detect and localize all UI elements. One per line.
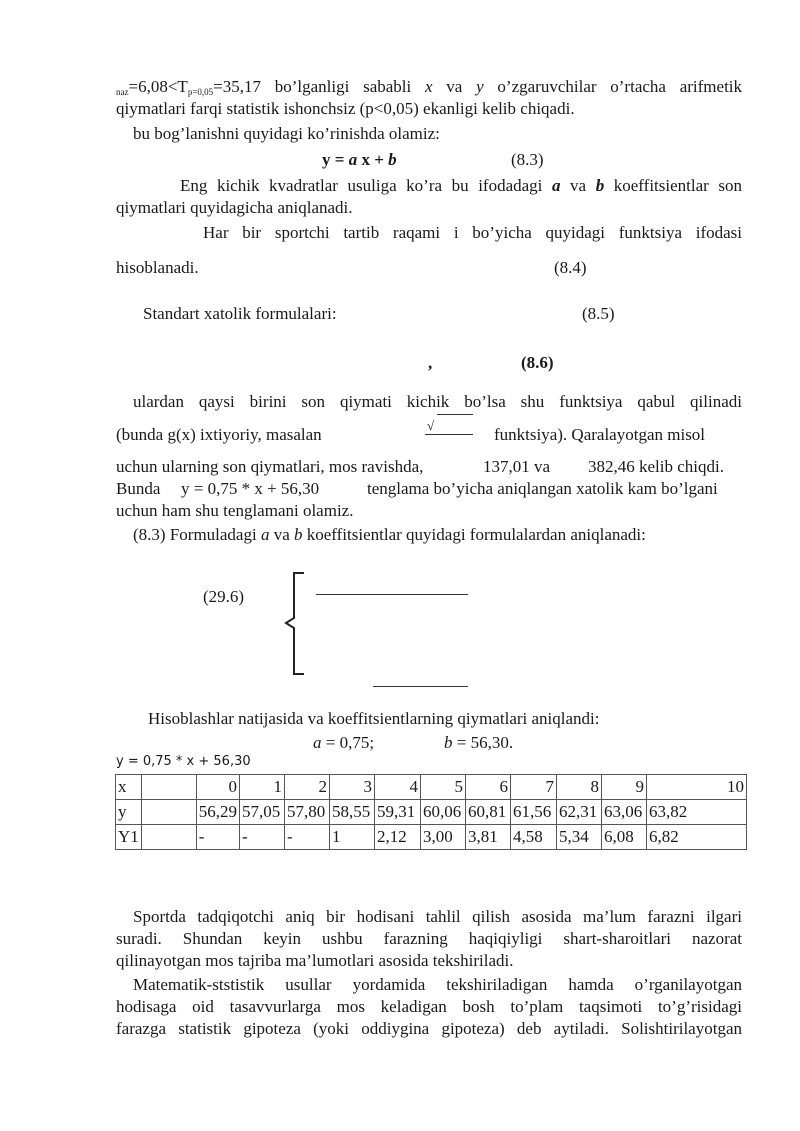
text: koeffitsientlar son (604, 176, 742, 195)
variable-b: b (595, 176, 605, 195)
paragraph-line: bu bog’lanishni quyidagi ko’rinishda olamiz: (133, 124, 440, 143)
paragraph-line: ulardan qaysi birini son qiymati kichik bo’lsa shu funktsiya qabul qilinadi (133, 392, 742, 411)
data-table (115, 774, 747, 850)
table-cell: 7 (511, 775, 557, 800)
value: 137,01 va (483, 457, 551, 476)
paragraph-line: qilinayotgan mos tajriba ma’lumotlari asosida tekshiriladi. (116, 951, 514, 970)
fraction-line (373, 686, 468, 687)
paragraph-line: uchun ularning son qiymatlari, mos ravishda, (116, 457, 424, 476)
text: va (432, 77, 477, 96)
text: va (560, 176, 596, 195)
variable-x: x (425, 77, 433, 96)
eq-var-a: a (348, 150, 358, 169)
fraction-line (316, 594, 468, 595)
variable-a: a (260, 525, 270, 544)
eq-part: x + (357, 150, 389, 169)
table-cell: 57,05 (240, 800, 285, 825)
table-cell: 10 (647, 775, 747, 800)
paragraph-line: Standart xatolik formulalari: (143, 304, 337, 323)
fraction-line (425, 434, 473, 435)
table-cell: 56,29 (196, 800, 239, 825)
variable-b: b (294, 525, 303, 544)
equation-number: (8.4) (554, 258, 587, 277)
text: = 56,30. (452, 733, 514, 752)
paragraph-line: qiymatlari quyidagicha aniqlanadi. (116, 198, 353, 217)
table-cell: 1 (240, 775, 285, 800)
paragraph-line: Hisoblashlar natijasida va koeffitsientlarning qiymatlari aniqlandi: (148, 709, 600, 728)
eq-var-b: b (388, 150, 397, 169)
text: va (269, 525, 294, 544)
paragraph-line: hisoblanadi. (116, 258, 199, 277)
text: = 0,75; (321, 733, 375, 752)
text: Eng kichik kvadratlar usuliga ko’ra bu ifodadagi (180, 176, 552, 195)
table-cell: 2,12 (375, 825, 421, 850)
table-cell: 9 (602, 775, 647, 800)
table-cell: 62,31 (557, 800, 602, 825)
paragraph-line: suradi. Shundan keyin ushbu farazning haqiqiyligi shart-sharoitlari nazorat (116, 929, 742, 948)
result-b (444, 733, 513, 753)
table-cell: 3,00 (421, 825, 466, 850)
row-label: x (116, 775, 142, 800)
table-cell: 4,58 (511, 825, 557, 850)
table-cell: 3 (330, 775, 375, 800)
text: (8.3) Formuladagi (133, 525, 261, 544)
equation-number: (8.3) (511, 150, 544, 169)
table-cell: 4 (375, 775, 421, 800)
table-cell: - (196, 825, 239, 850)
table-cell: 5 (421, 775, 466, 800)
table-cell: 0 (196, 775, 239, 800)
table-cell: 58,55 (330, 800, 375, 825)
table-cell: 3,81 (466, 825, 511, 850)
table-cell: 1 (330, 825, 375, 850)
paragraph-line (133, 525, 646, 545)
result-a (313, 733, 374, 753)
table-cell: 6,82 (647, 825, 747, 850)
eq-part: y = (322, 150, 349, 169)
paragraph-line: Matematik-ststistik usullar yordamida tekshiriladigan hamda o’rganilayotgan (133, 975, 742, 994)
table-cell: 2 (285, 775, 330, 800)
equation-number: (29.6) (203, 587, 245, 606)
table-cell (141, 800, 196, 825)
equation-8-3 (322, 150, 397, 170)
table-row (116, 825, 747, 850)
table-row (116, 800, 747, 825)
equation-inline: y = 0,75 * x + 56,30 (181, 479, 320, 498)
table-cell: - (285, 825, 330, 850)
table-cell: 63,82 (647, 800, 747, 825)
subscript: p=0,05 (187, 87, 214, 97)
table-cell: - (240, 825, 285, 850)
text: =35,17 bo’lganligi sababli (213, 77, 425, 96)
equation-number: (8.5) (582, 304, 615, 323)
text: =6,08<T (128, 77, 188, 96)
paragraph-line: funktsiya). Qaralayotgan misol (494, 425, 706, 444)
table-cell: 6 (466, 775, 511, 800)
table-cell: 59,31 (375, 800, 421, 825)
table-caption: y = 0,75 * x + 56,30 (116, 754, 251, 769)
comma: , (428, 353, 433, 372)
table-cell: 60,81 (466, 800, 511, 825)
paragraph-line: farazga statistik gipoteza (yoki oddiygina gipoteza) deb aytiladi. Solishtirilayotgan (116, 1019, 742, 1038)
table-cell (141, 825, 196, 850)
table-cell: 57,80 (285, 800, 330, 825)
row-label: y (116, 800, 142, 825)
text: Bunda (116, 479, 161, 498)
sqrt-sign: √ (427, 418, 435, 433)
subscript: naz (116, 87, 129, 97)
table-cell: 63,06 (602, 800, 647, 825)
paragraph-line (180, 176, 742, 196)
row-label: Y1 (116, 825, 142, 850)
equation-number: (8.6) (521, 353, 554, 372)
variable-b: b (444, 733, 453, 752)
table-cell: 8 (557, 775, 602, 800)
table-row (116, 775, 747, 800)
variable-a: a (551, 176, 561, 195)
table-cell (141, 775, 196, 800)
table-cell: 61,56 (511, 800, 557, 825)
table-cell: 5,34 (557, 825, 602, 850)
paragraph-line: hodisaga oid tasavvurlarga mos keladigan bosh to’plam taqsimoti to’g’risidagi (116, 997, 742, 1016)
paragraph-line: Har bir sportchi tartib raqami i bo’yicha quyidagi funktsiya ifodasi (203, 223, 742, 242)
paragraph-line: (bunda g(x) ixtiyoriy, masalan (116, 425, 322, 444)
variable-a: a (313, 733, 322, 752)
value: 382,46 kelib chiqdi. (588, 457, 724, 476)
paragraph-line: uchun ham shu tenglamani olamiz. (116, 501, 354, 520)
curly-brace (284, 570, 314, 680)
variable-y: y (476, 77, 484, 96)
table-cell: 6,08 (602, 825, 647, 850)
text: koeffitsientlar quyidagi formulalardan aniqlanadi: (302, 525, 646, 544)
table-cell: 60,06 (421, 800, 466, 825)
sqrt-bar (437, 414, 473, 415)
paragraph-line: Sportda tadqiqotchi aniq bir hodisani tahlil qilish asosida ma’lum farazni ilgari (133, 907, 742, 926)
text: o’zgaruvchilar o’rtacha arifmetik (483, 77, 743, 96)
paragraph-line: qiymatlari farqi statistik ishonchsiz (p<0,05) ekanligi kelib chiqadi. (116, 99, 575, 118)
text: tenglama bo’yicha aniqlangan xatolik kam bo’lgani (367, 479, 718, 498)
